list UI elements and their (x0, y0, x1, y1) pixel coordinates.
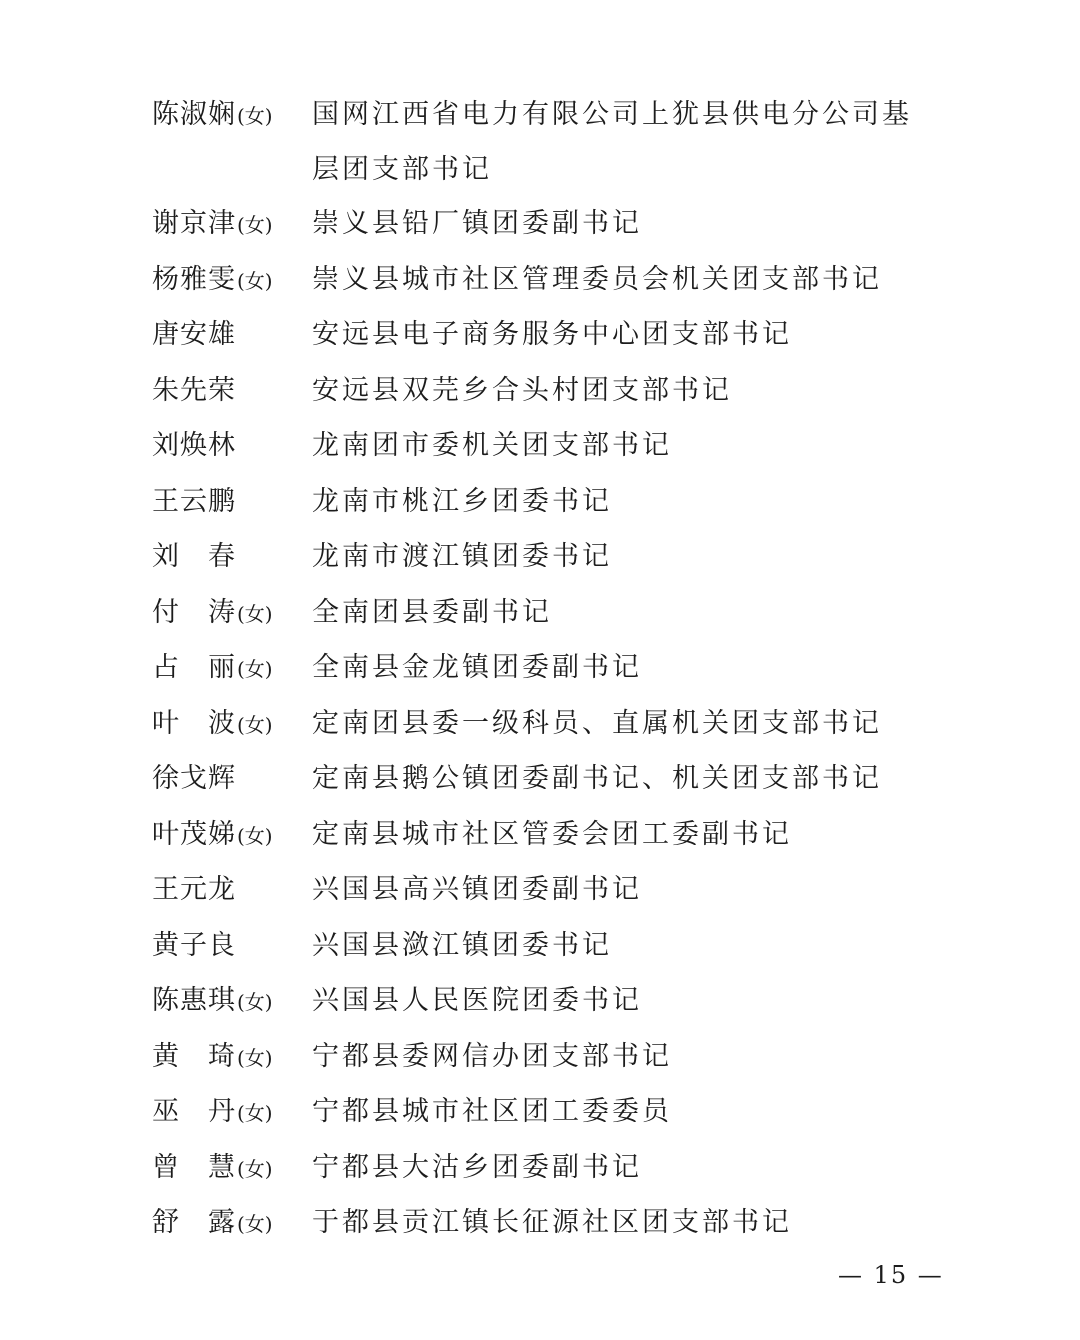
person-name: 巫 丹 (152, 1096, 236, 1127)
gender-tag: (女) (237, 104, 273, 128)
person-role: 崇义县城市社区管理委员会机关团支部书记 (312, 263, 882, 295)
person-role: 龙南团市委机关团支部书记 (312, 430, 672, 461)
person-name: 付 涛 (152, 596, 236, 628)
person-role: 全南县金龙镇团委副书记 (312, 652, 642, 683)
person-role: 龙南市渡江镇团委书记 (312, 541, 612, 572)
person-role: 宁都县大沽乡团委副书记 (312, 1151, 642, 1183)
gender-tag: (女) (237, 1212, 273, 1236)
list-item (152, 197, 952, 253)
list-item (152, 697, 952, 753)
person-name: 黄子良 (152, 929, 236, 961)
gender-tag: (女) (237, 1156, 273, 1181)
gender-tag: (女) (237, 1101, 273, 1125)
person-name: 徐戈辉 (152, 763, 236, 794)
list-item (152, 1030, 952, 1086)
list-item (152, 863, 952, 919)
person-role: 安远县电子商务服务中心团支部书记 (312, 319, 792, 350)
list-item (152, 808, 952, 864)
list-item (152, 641, 952, 697)
list-item (152, 419, 952, 475)
person-name: 王元龙 (152, 874, 236, 905)
person-name: 曾 慧 (152, 1151, 236, 1183)
list-item (152, 88, 952, 197)
person-role: 全南团县委副书记 (312, 596, 552, 628)
list-item (152, 1141, 952, 1197)
list-item (152, 919, 952, 975)
person-name: 陈淑娴 (152, 99, 236, 130)
person-role: 定南县鹅公镇团委副书记、机关团支部书记 (312, 763, 882, 794)
person-name: 叶 波 (152, 707, 236, 739)
gender-tag: (女) (237, 990, 273, 1014)
gender-tag: (女) (237, 823, 273, 848)
person-name: 陈惠琪 (152, 985, 236, 1016)
person-name: 唐安雄 (152, 319, 236, 350)
list-item (152, 1196, 952, 1252)
person-role: 定南县城市社区管委会团工委副书记 (312, 818, 792, 850)
list-item (152, 530, 952, 586)
list-item (152, 974, 952, 1030)
list-item (152, 364, 952, 420)
person-name: 舒 露 (152, 1207, 236, 1238)
person-role: 宁都县城市社区团工委委员 (312, 1096, 672, 1127)
person-role: 兴国县高兴镇团委副书记 (312, 874, 642, 905)
person-name: 王云鹏 (152, 485, 236, 517)
person-role: 兴国县人民医院团委书记 (312, 985, 642, 1016)
gender-tag: (女) (237, 1045, 273, 1070)
gender-tag: (女) (237, 712, 273, 737)
person-name: 谢京津 (152, 208, 236, 239)
person-role: 兴国县潋江镇团委书记 (312, 929, 612, 961)
person-role: 崇义县铅厂镇团委副书记 (312, 208, 642, 239)
person-role: 国网江西省电力有限公司上犹县供电分公司基层团支部书记 (312, 99, 912, 185)
person-name: 黄 琦 (152, 1040, 236, 1072)
person-name: 刘焕林 (152, 430, 236, 461)
list-item (152, 253, 952, 309)
list-item (152, 308, 952, 364)
person-role: 宁都县委网信办团支部书记 (312, 1040, 672, 1072)
person-role: 于都县贡江镇长征源社区团支部书记 (312, 1207, 792, 1238)
list-item (152, 1085, 952, 1141)
list-item (152, 586, 952, 642)
name-list (152, 88, 952, 1252)
person-role: 定南团县委一级科员、直属机关团支部书记 (312, 707, 882, 739)
person-role: 安远县双芫乡合头村团支部书记 (312, 374, 732, 406)
gender-tag: (女) (237, 268, 273, 293)
list-item (152, 752, 952, 808)
gender-tag: (女) (237, 657, 273, 681)
gender-tag: (女) (237, 213, 273, 237)
person-name: 杨雅雯 (152, 263, 236, 295)
gender-tag: (女) (237, 601, 273, 626)
person-name: 刘 春 (152, 541, 236, 572)
person-role: 龙南市桃江乡团委书记 (312, 485, 612, 517)
person-name: 叶茂娣 (152, 818, 236, 850)
list-item (152, 475, 952, 531)
page-number: — 15 — (838, 1261, 944, 1289)
person-name: 朱先荣 (152, 374, 236, 406)
person-name: 占 丽 (152, 652, 236, 683)
